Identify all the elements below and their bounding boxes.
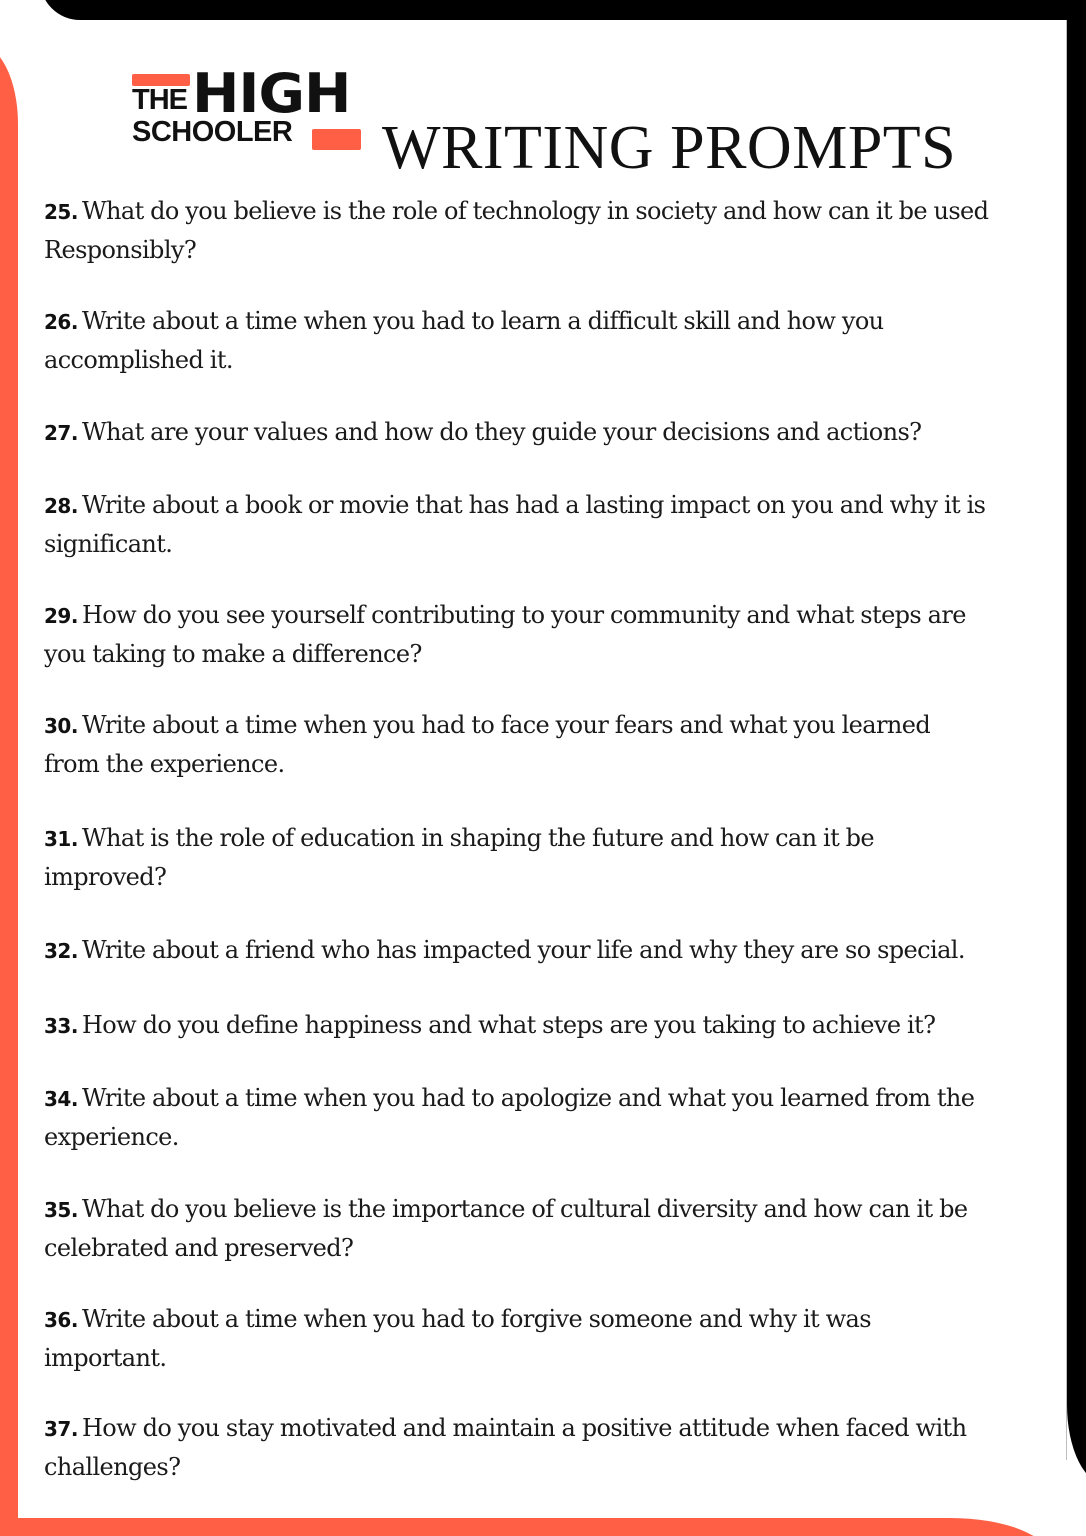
prompt-item <box>44 932 965 971</box>
prompt-line: accomplished it. <box>44 345 233 374</box>
prompt-text: What is the role of education in shaping the future and how can it be <box>81 824 875 852</box>
prompt-text: Write about a time when you had to apologize and what you learned from the <box>81 1084 975 1112</box>
logo-text-schooler: SCHOOLER <box>132 116 293 148</box>
prompt-line: Responsibly? <box>44 235 197 264</box>
the-high-schooler-logo <box>132 62 364 152</box>
prompt-number: 36. <box>44 1308 78 1332</box>
prompt-item <box>44 193 988 269</box>
decorative-bottom-orange-frame <box>0 1518 1050 1536</box>
prompt-line <box>44 1301 871 1340</box>
prompt-item <box>44 487 985 563</box>
prompt-item <box>44 597 966 673</box>
prompt-item <box>44 1007 935 1046</box>
prompt-line: from the experience. <box>44 749 285 778</box>
prompt-number: 35. <box>44 1198 78 1222</box>
prompt-item <box>44 820 874 896</box>
prompt-number: 34. <box>44 1087 78 1111</box>
prompt-line: significant. <box>44 529 173 558</box>
prompt-line <box>44 932 965 971</box>
prompt-number: 27. <box>44 421 78 445</box>
prompt-text: What do you believe is the importance of cultural diversity and how can it be <box>81 1195 968 1223</box>
prompt-text: Write about a time when you had to forgive someone and why it was <box>81 1305 871 1333</box>
prompt-text: Write about a time when you had to learn a difficult skill and how you <box>81 307 884 335</box>
prompt-line: celebrated and preserved? <box>44 1233 354 1262</box>
prompt-item <box>44 1080 974 1156</box>
prompt-number: 33. <box>44 1014 78 1038</box>
prompt-line <box>44 1191 967 1230</box>
prompt-number: 26. <box>44 310 78 334</box>
decorative-right-black-frame <box>1067 0 1086 1485</box>
prompt-text: How do you stay motivated and maintain a positive attitude when faced with <box>81 1414 967 1442</box>
prompt-text: What do you believe is the role of technology in society and how can it be used <box>81 197 989 225</box>
header <box>0 62 1086 182</box>
prompt-line <box>44 414 921 453</box>
prompt-line <box>44 820 874 859</box>
prompt-number: 28. <box>44 494 78 518</box>
prompt-item <box>44 303 884 379</box>
prompt-number: 25. <box>44 200 78 224</box>
decorative-left-orange-frame <box>0 44 18 1536</box>
prompt-number: 32. <box>44 939 78 963</box>
prompt-text: Write about a time when you had to face your fears and what you learned <box>81 711 931 739</box>
prompt-item <box>44 1191 967 1267</box>
prompt-line: improved? <box>44 862 167 891</box>
logo-text-high: HIGH <box>192 62 351 125</box>
logo-accent-bar-bottom <box>312 129 361 150</box>
prompt-text: How do you see yourself contributing to your community and what steps are <box>81 601 966 629</box>
prompt-item <box>44 1301 871 1377</box>
prompt-line: challenges? <box>44 1452 181 1481</box>
prompt-line <box>44 1080 974 1119</box>
prompt-number: 31. <box>44 827 78 851</box>
prompt-line: experience. <box>44 1122 179 1151</box>
prompt-line <box>44 487 985 526</box>
prompt-line <box>44 193 988 232</box>
page-title: WRITING PROMPTS <box>382 113 957 182</box>
decorative-top-black-frame <box>40 0 1086 20</box>
prompt-line <box>44 1007 935 1046</box>
prompt-number: 30. <box>44 714 78 738</box>
prompt-item <box>44 1410 966 1486</box>
prompt-number: 37. <box>44 1417 78 1441</box>
prompt-line <box>44 597 966 636</box>
prompt-text: How do you define happiness and what steps are you taking to achieve it? <box>81 1011 936 1039</box>
prompt-line: important. <box>44 1343 167 1372</box>
prompt-item <box>44 414 921 453</box>
prompt-text: Write about a friend who has impacted your life and why they are so special. <box>81 936 965 964</box>
prompt-text: What are your values and how do they guide your decisions and actions? <box>81 418 922 446</box>
prompt-line <box>44 707 930 746</box>
prompt-item <box>44 707 930 783</box>
prompt-number: 29. <box>44 604 78 628</box>
prompt-line <box>44 303 884 342</box>
prompt-text: Write about a book or movie that has had a lasting impact on you and why it is <box>81 491 986 519</box>
logo-text-the: THE <box>132 84 187 116</box>
prompt-line: you taking to make a difference? <box>44 639 422 668</box>
prompt-line <box>44 1410 966 1449</box>
decorative-right-divider <box>1066 20 1067 1460</box>
